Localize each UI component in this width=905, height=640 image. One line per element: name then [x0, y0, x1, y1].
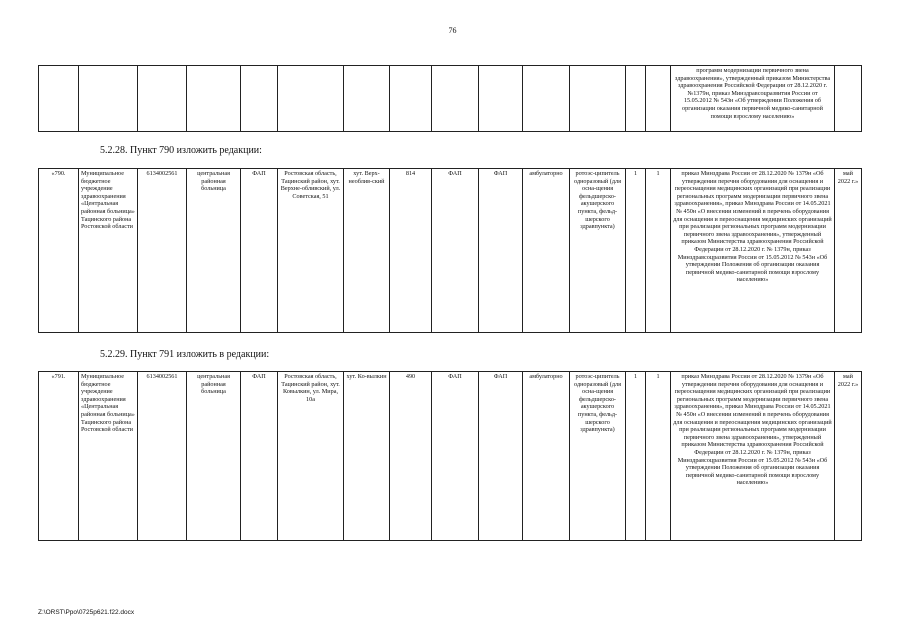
file-path-footer: Z:\ORST\Ppo\0725p621.f22.docx: [38, 609, 135, 616]
address: Ростовская область, Тацинский район, хут. Верхне-обливский, ул. Советская, 51: [278, 169, 344, 333]
row-number: «791.: [39, 372, 79, 541]
population: 814: [390, 169, 432, 333]
settlement: хут. Ко-вылкин: [344, 372, 390, 541]
care-type: амбулаторно: [523, 372, 570, 541]
current-unit: ФАП: [432, 372, 479, 541]
section-heading-791: 5.2.29. Пункт 791 изложить в редакции:: [100, 349, 270, 360]
current-unit: ФАП: [432, 169, 479, 333]
table-row: [39, 372, 862, 541]
settlement: хут. Верх-необлив-ский: [344, 169, 390, 333]
table-row: [39, 66, 862, 132]
equipment: ротоэс-ципитель одноразовый (для осна-щения фельдшерско-акушерского пункта, фельд-шерского здравпункта): [570, 372, 626, 541]
basis-cell: приказ Минздрава России от 28.12.2020 № 1379н «Об утверждении перечня оборудования для оснащения и переоснащения медицинских организаций при реализации региональных программ модернизации первичного звена здравоохранения», приказ Минздрава России от 14.05.2021 № 450н «О внесении изменений в перечень оборудования для оснащения и переоснащения медицинских организаций при реализации региональных программ модернизации первичного звена здравоохранения», утвержденный приказом Министерства здравоохранения Российской Федерации от 28.12.2020 г. № 1379н, приказ Минздравсоцразвития России от 15.05.2012 № 543н «Об утверждении Положения об организации оказания первичной медико-санитарной помощи взрослому населению»: [671, 372, 835, 541]
table-row: [39, 169, 862, 333]
quantity-2: 1: [646, 169, 671, 333]
address: Ростовская область, Тацинский район, хут. Ковылкин, ул. Мира, 10а: [278, 372, 344, 541]
date-cell: май 2022 г.»: [835, 169, 862, 333]
unit-type: ФАП: [241, 372, 278, 541]
table-row-790: [38, 168, 862, 333]
table-row-791: [38, 371, 862, 541]
inn: 6134002561: [138, 169, 187, 333]
page-number: 76: [448, 26, 457, 35]
quantity-1: 1: [626, 372, 646, 541]
table-continuation: [38, 65, 862, 132]
equipment: ротоэс-ципитель одноразовый (для осна-щения фельдшерско-акушерского пункта, фельд-шерского здравпункта): [570, 169, 626, 333]
quantity-1: 1: [626, 169, 646, 333]
quantity-2: 1: [646, 372, 671, 541]
organization-type: центральная районная больница: [187, 169, 241, 333]
organization-name: Муниципальное бюджетное учреждение здравоохранения «Центральная районная больница» Тацинского района Ростовской области: [79, 372, 138, 541]
organization-name: Муниципальное бюджетное учреждение здравоохранения «Центральная районная больница» Тацинского района Ростовской области: [79, 169, 138, 333]
target-unit: ФАП: [479, 169, 523, 333]
target-unit: ФАП: [479, 372, 523, 541]
inn: 6134002561: [138, 372, 187, 541]
date-cell: май 2022 г.»: [835, 372, 862, 541]
basis-cell: программ модернизации первичного звена здравоохранения», утвержденный приказом Министерства здравоохранения Российской Федерации от 28.12.2020 г. №1379н, приказ Минздравсоцразвития России от 15.05.2012 № 543н «Об утверждении Положения об организации оказания первичной медико-санитарной помощи взрослому населению»: [671, 66, 835, 132]
basis-cell: приказ Минздрава России от 28.12.2020 № 1379н «Об утверждении перечня оборудования для оснащения и переоснащения медицинских организаций при реализации региональных программ модернизации первичного звена здравоохранения», приказ Минздрава России от 14.05.2021 № 450н «О внесении изменений в перечень оборудования для оснащения и переоснащения медицинских организаций при реализации региональных программ модернизации первичного звена здравоохранения», утвержденный приказом Министерства здравоохранения Российской Федерации от 28.12.2020 г. № 1379н, приказ Минздравсоцразвития России от 15.05.2012 № 543н «Об утверждении Положения об организации оказания первичной медико-санитарной помощи взрослому населению»: [671, 169, 835, 333]
section-heading-790: 5.2.28. Пункт 790 изложить редакции:: [100, 145, 262, 156]
row-number: «790.: [39, 169, 79, 333]
organization-type: центральная районная больница: [187, 372, 241, 541]
care-type: амбулаторно: [523, 169, 570, 333]
unit-type: ФАП: [241, 169, 278, 333]
population: 490: [390, 372, 432, 541]
